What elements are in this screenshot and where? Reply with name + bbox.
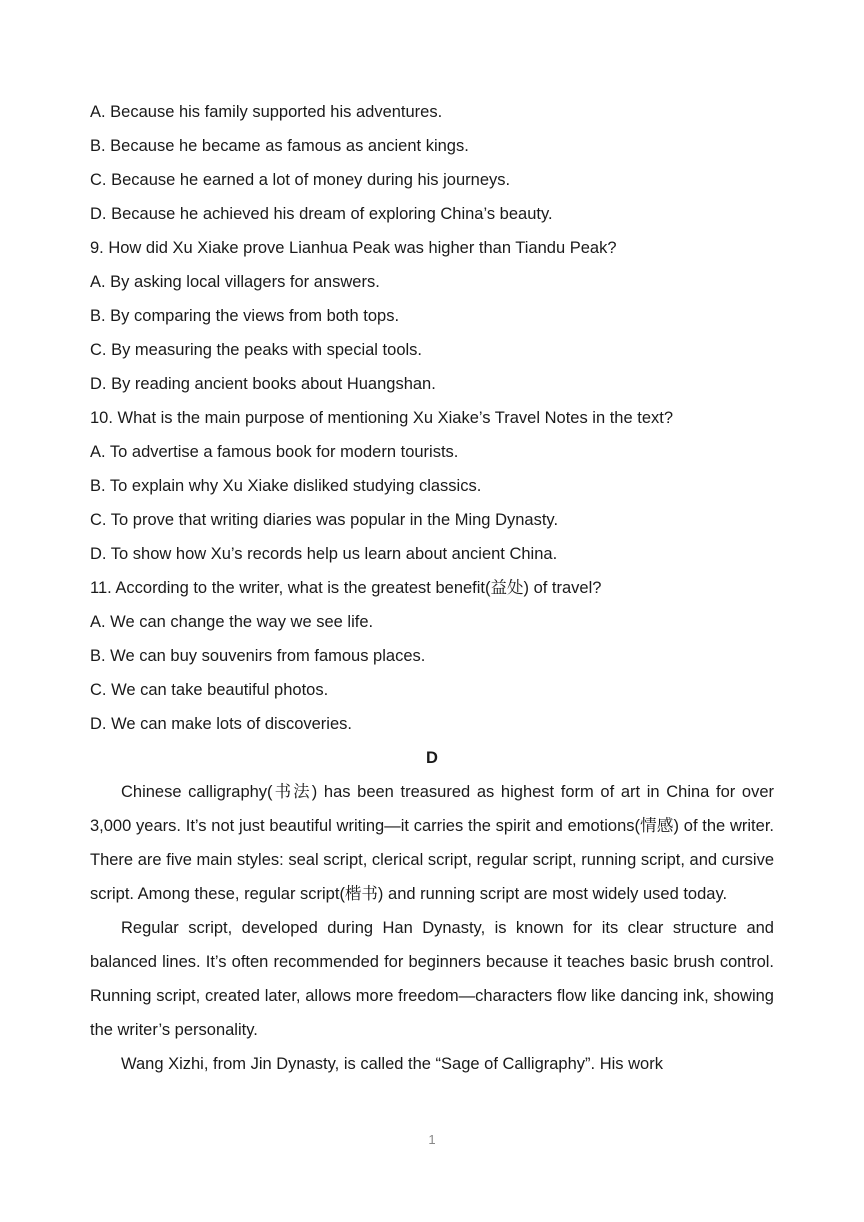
exam-page bbox=[90, 95, 774, 1081]
q11-question: 11. According to the writer, what is the greatest benefit(益处) of travel? bbox=[90, 579, 602, 597]
passage-paragraph-3: Wang Xizhi, from Jin Dynasty, is called the “Sage of Calligraphy”. His work bbox=[121, 1055, 663, 1073]
q11-option-d: D. We can make lots of discoveries. bbox=[90, 715, 352, 733]
section-d-heading: D bbox=[426, 749, 438, 767]
q10-option-b: B. To explain why Xu Xiake disliked studying classics. bbox=[90, 477, 482, 495]
q11-option-b: B. We can buy souvenirs from famous places. bbox=[90, 647, 426, 665]
q11-option-a: A. We can change the way we see life. bbox=[90, 613, 374, 631]
passage-paragraph-1: Chinese calligraphy(书法) has been treasured as highest form of art in China for over 3,000 years. It’s not just beautiful writing—it carries the spirit and emotions(情感) of the writer. There are five main styles: seal script, clerical script, regular script, running script, and cursive script. Among these, regular script(楷书) and running script are most widely used today. bbox=[90, 783, 774, 903]
q10-question: 10. What is the main purpose of mentioning Xu Xiake’s Travel Notes in the text? bbox=[90, 409, 674, 427]
q9-option-a: A. By asking local villagers for answers. bbox=[90, 273, 380, 291]
q9-question: 9. How did Xu Xiake prove Lianhua Peak was higher than Tiandu Peak? bbox=[90, 239, 617, 257]
q10-option-c: C. To prove that writing diaries was popular in the Ming Dynasty. bbox=[90, 511, 559, 529]
q11-option-c: C. We can take beautiful photos. bbox=[90, 681, 329, 699]
q8-option-a: A. Because his family supported his adventures. bbox=[90, 103, 443, 121]
q9-option-b: B. By comparing the views from both tops. bbox=[90, 307, 400, 325]
q8-option-d: D. Because he achieved his dream of exploring China’s beauty. bbox=[90, 205, 553, 223]
q8-option-b: B. Because he became as famous as ancient kings. bbox=[90, 137, 469, 155]
q9-option-d: D. By reading ancient books about Huangshan. bbox=[90, 375, 436, 393]
q10-option-d: D. To show how Xu’s records help us learn about ancient China. bbox=[90, 545, 558, 563]
q9-option-c: C. By measuring the peaks with special tools. bbox=[90, 341, 422, 359]
page-number: 1 bbox=[428, 1132, 436, 1147]
q10-option-a: A. To advertise a famous book for modern tourists. bbox=[90, 443, 459, 461]
passage-paragraph-2: Regular script, developed during Han Dynasty, is known for its clear structure and balanced lines. It’s often recommended for beginners because it teaches basic brush control. Running script, created later, allows more freedom—characters flow like dancing ink, showing the writer’s personality. bbox=[90, 919, 774, 1039]
q8-option-c: C. Because he earned a lot of money during his journeys. bbox=[90, 171, 511, 189]
